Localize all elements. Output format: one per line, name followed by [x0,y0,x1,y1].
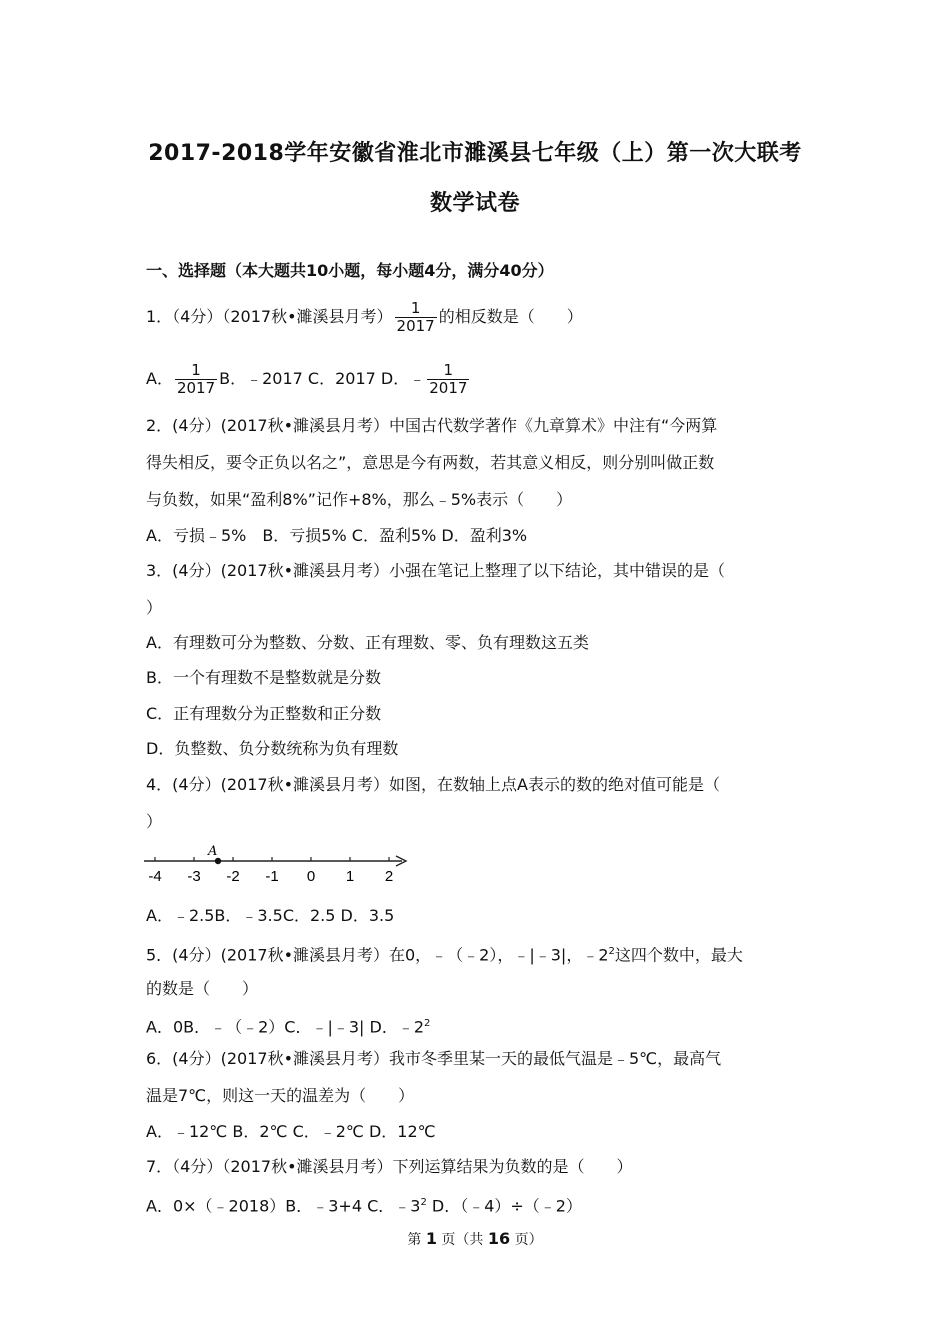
question-3-line2: ） [146,598,163,617]
question-7-line1: 7．（4分）（2017秋•濉溪县月考）下列运算结果为负数的是（ ） [146,1157,633,1176]
fraction-denominator: 2017 [396,317,435,335]
question-3-option-c: C．正有理数分为正整数和正分数 [146,704,382,723]
page-footer [0,1229,950,1249]
page-number: 1 [425,1229,437,1248]
page-total: 16 [487,1229,511,1248]
fraction-denominator: 2017 [176,379,216,397]
question-7-options-text: A．0×（﹣2018）B．﹣3+4 C．﹣3 [146,1196,421,1216]
question-6-line1: 6．(4分）(2017秋•濉溪县月考）我市冬季里某一天的最低气温是﹣5℃，最高气 [146,1049,722,1068]
question-3-option-a: A．有理数可分为整数、分数、正有理数、零、负有理数这五类 [146,633,589,652]
section-heading: 一、选择题（本大题共10小题，每小题4分，满分40分） [146,261,554,280]
fraction-denominator: 2017 [429,379,468,397]
number-line-figure [140,840,420,890]
exponent: 2 [424,1018,431,1029]
option-a-label: A． [146,369,173,388]
question-3-option-d: D．负整数、负分数统称为负有理数 [146,739,399,758]
fraction [427,362,469,397]
question-4-line1: 4．(4分）(2017秋•濉溪县月考）如图，在数轴上点A表示的数的绝对值可能是（ [146,775,720,794]
question-4-line2: ） [146,812,163,831]
question-1-options [146,362,471,397]
fraction [395,300,437,335]
question-5-options [146,1013,430,1038]
question-1-stem-tail: 的相反数是（ ） [438,307,583,326]
footer-text: 第 [407,1232,426,1248]
tick-label: 0 [306,868,316,885]
tick-label: 2 [384,868,394,885]
question-6-options: A．﹣12℃ B．2℃ C．﹣2℃ D．12℃ [146,1122,436,1141]
question-7-options [146,1192,582,1217]
question-2-line2: 得失相反，要令正负以名之”，意思是今有两数，若其意义相反，则分别叫做正数 [146,453,715,472]
question-5-line2: 的数是（ ） [146,979,259,998]
tick-label: -3 [187,868,201,885]
question-1-stem [146,300,583,335]
question-7-options-tail: D．（﹣4）÷（﹣2） [426,1196,582,1216]
tick-label: -4 [148,868,162,885]
tick-label: -1 [265,868,279,885]
question-4-options: A．﹣2.5B．﹣3.5C．2.5 D．3.5 [146,906,395,925]
fraction [175,362,217,397]
exponent: 2 [420,1197,427,1208]
question-1-stem-text: 1．（4分）（2017秋•濉溪县月考） [146,307,393,326]
tick-label: 1 [345,868,355,885]
question-2-options: A．亏损﹣5% B．亏损5% C．盈利5% D．盈利3% [146,526,528,545]
question-5-options-text: A．0B．﹣（﹣2）C．﹣|﹣3| D．﹣2 [146,1017,425,1037]
fraction-numerator: 1 [175,362,217,380]
exponent: 2 [608,946,615,957]
fraction-numerator: 1 [427,362,469,380]
question-3-option-b: B．一个有理数不是整数就是分数 [146,668,381,687]
question-6-line2: 温是7℃，则这一天的温差为（ ） [146,1086,415,1105]
page-title-line1: 2017-2018学年安徽省淮北市濉溪县七年级（上）第一次大联考 [148,141,802,166]
fraction-numerator: 1 [395,300,437,318]
question-5-text: 5．(4分）(2017秋•濉溪县月考）在0，﹣（﹣2），﹣|﹣3|，﹣2 [146,945,609,965]
page-title-line2: 数学试卷 [429,191,520,216]
question-5-text-tail: 这四个数中，最大 [614,945,743,965]
options-b-c-d: B．﹣2017 C．2017 D．﹣ [219,369,426,388]
tick-label: -2 [226,868,240,885]
question-2-line1: 2．(4分）(2017秋•濉溪县月考）中国古代数学著作《九章算术》中注有“今两算 [146,416,718,435]
footer-text: 页（共 [436,1232,488,1248]
question-5-line1 [146,941,743,966]
question-2-line3: 与负数，如果“盈利8%”记作+8%，那么﹣5%表示（ ） [146,490,573,509]
point-a-label: A [208,844,218,859]
question-3-line1: 3．(4分）(2017秋•濉溪县月考）小强在笔记上整理了以下结论，其中错误的是（ [146,561,726,580]
footer-text: 页） [510,1232,543,1248]
